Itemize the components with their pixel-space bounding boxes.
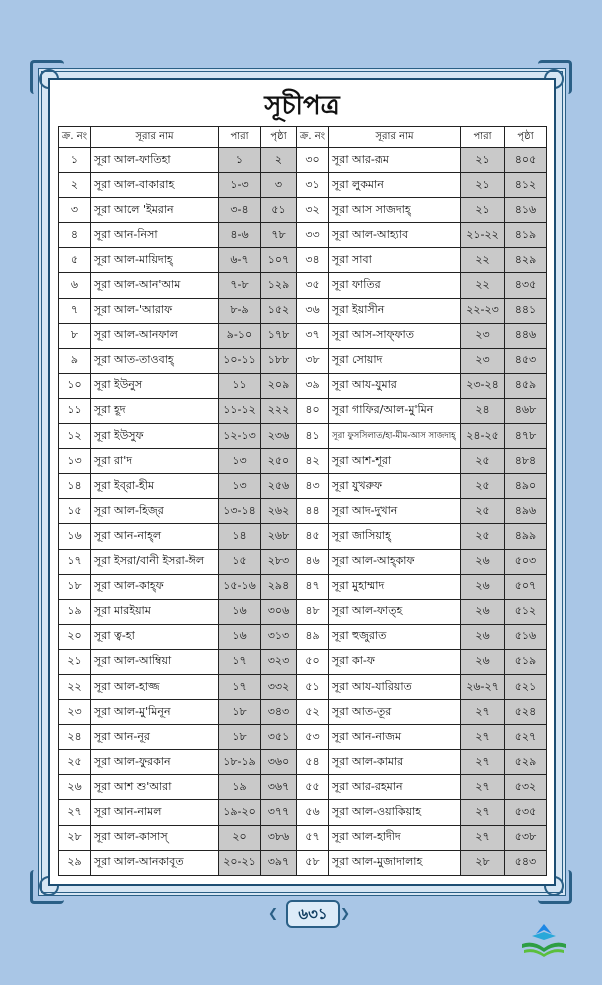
- page-cell: ৩৫১: [261, 725, 297, 750]
- surah-name-cell: সূরা লুকমান: [329, 173, 461, 198]
- serial-cell: ১৭: [59, 549, 91, 574]
- surah-name-cell: সূরা আস-সাফ্ফাত: [329, 323, 461, 348]
- page-cell: ২২২: [261, 398, 297, 423]
- para-cell: ১৩: [219, 474, 261, 499]
- para-cell: ২৬-২৭: [461, 674, 505, 699]
- table-row: [59, 800, 547, 825]
- page-cell: ৫৩২: [505, 775, 547, 800]
- surah-name-cell: সূরা আল-ফাতিহা: [91, 148, 219, 173]
- surah-name-cell: সূরা আশ-শূরা: [329, 449, 461, 474]
- serial-cell: ২০: [59, 624, 91, 649]
- para-cell: ১১-১২: [219, 398, 261, 423]
- surah-name-cell: সূরা আলে 'ইমরান: [91, 198, 219, 223]
- serial-cell: ৪৫: [297, 524, 329, 549]
- table-row: [59, 273, 547, 298]
- para-cell: ২৫: [461, 449, 505, 474]
- surah-name-cell: সূরা আল-ফাত্‌হ: [329, 599, 461, 624]
- para-cell: ১৬: [219, 624, 261, 649]
- contents-table: [58, 126, 547, 876]
- serial-cell: ৪৬: [297, 549, 329, 574]
- page-cell: ৫০৭: [505, 574, 547, 599]
- surah-name-cell: সূরা আন-নূর: [91, 725, 219, 750]
- page-cell: ৫৩৫: [505, 800, 547, 825]
- page-cell: ৭৮: [261, 223, 297, 248]
- page-cell: ৫২১: [505, 674, 547, 699]
- serial-cell: ৯: [59, 348, 91, 373]
- page-cell: ৫৪৩: [505, 850, 547, 875]
- surah-name-cell: সূরা আল-আনফাল: [91, 323, 219, 348]
- para-cell: ২১: [461, 148, 505, 173]
- serial-cell: ৩৮: [297, 348, 329, 373]
- page-cell: ৪২৯: [505, 248, 547, 273]
- page-cell: ৪৬৮: [505, 398, 547, 423]
- surah-name-cell: সূরা আল-ফুরকান: [91, 750, 219, 775]
- serial-cell: ৮: [59, 323, 91, 348]
- para-cell: ১৮: [219, 725, 261, 750]
- page-cell: ১৮৮: [261, 348, 297, 373]
- book-logo-icon: [518, 920, 570, 964]
- table-row: [59, 825, 547, 850]
- header-para: পারা: [461, 127, 505, 148]
- para-cell: ২৪: [461, 398, 505, 423]
- surah-name-cell: সূরা আল-কাসাস্: [91, 825, 219, 850]
- page-cell: ৩২৩: [261, 649, 297, 674]
- serial-cell: ১৫: [59, 499, 91, 524]
- page-cell: ৩৬০: [261, 750, 297, 775]
- surah-name-cell: সূরা কা-ফ: [329, 649, 461, 674]
- para-cell: ১৫: [219, 549, 261, 574]
- serial-cell: ৫৭: [297, 825, 329, 850]
- para-cell: ১০-১১: [219, 348, 261, 373]
- surah-name-cell: সূরা আর-রহমান: [329, 775, 461, 800]
- para-cell: ১৬: [219, 599, 261, 624]
- table-row: [59, 549, 547, 574]
- serial-cell: ২৩: [59, 700, 91, 725]
- page-cell: ৪৩৫: [505, 273, 547, 298]
- table-row: [59, 323, 547, 348]
- ornament-left-icon: ❮: [268, 906, 279, 920]
- surah-name-cell: সূরা আল-মুজাদালাহ: [329, 850, 461, 875]
- page-cell: ৪৮৪: [505, 449, 547, 474]
- surah-name-cell: সূরা আল-বাকারাহ: [91, 173, 219, 198]
- surah-name-cell: সূরা আল-আন'আম: [91, 273, 219, 298]
- para-cell: ২৬: [461, 549, 505, 574]
- page-cell: ২: [261, 148, 297, 173]
- serial-cell: ৫২: [297, 700, 329, 725]
- para-cell: ১: [219, 148, 261, 173]
- serial-cell: ৪৩: [297, 474, 329, 499]
- para-cell: ৭-৮: [219, 273, 261, 298]
- surah-name-cell: সূরা গাফির/আল-মু'মিন: [329, 398, 461, 423]
- para-cell: ৪-৬: [219, 223, 261, 248]
- surah-name-cell: সূরা আল-হাজ্জ: [91, 674, 219, 699]
- table-row: [59, 173, 547, 198]
- surah-name-cell: সূরা হুজুরাত: [329, 624, 461, 649]
- page-cell: ৩৯৭: [261, 850, 297, 875]
- serial-cell: ৩: [59, 198, 91, 223]
- page-cell: ৩৮৬: [261, 825, 297, 850]
- table-row: [59, 499, 547, 524]
- para-cell: ২১: [461, 198, 505, 223]
- table-row: [59, 624, 547, 649]
- para-cell: ২৩: [461, 348, 505, 373]
- table-row: [59, 474, 547, 499]
- page-cell: ২৯৪: [261, 574, 297, 599]
- para-cell: ২৬: [461, 624, 505, 649]
- table-row: [59, 398, 547, 423]
- page-cell: ২৮৩: [261, 549, 297, 574]
- para-cell: ২৭: [461, 775, 505, 800]
- table-row: [59, 198, 547, 223]
- para-cell: ২২: [461, 248, 505, 273]
- serial-cell: ২৮: [59, 825, 91, 850]
- surah-name-cell: সূরা ফুসসিলাত/হা-মীম-আস সাজদাহ্: [329, 424, 461, 449]
- para-cell: ২৫: [461, 499, 505, 524]
- para-cell: ৮-৯: [219, 298, 261, 323]
- para-cell: ২৩: [461, 323, 505, 348]
- serial-cell: ৪৯: [297, 624, 329, 649]
- page-cell: ৪৪৬: [505, 323, 547, 348]
- header-page: পৃষ্ঠা: [261, 127, 297, 148]
- serial-cell: ১১: [59, 398, 91, 423]
- table-row: [59, 424, 547, 449]
- serial-cell: ৩৪: [297, 248, 329, 273]
- para-cell: ২৭: [461, 750, 505, 775]
- serial-cell: ৪৭: [297, 574, 329, 599]
- surah-name-cell: সূরা আত-তাওবাহ্: [91, 348, 219, 373]
- para-cell: ১৯-২০: [219, 800, 261, 825]
- serial-cell: ৫৩: [297, 725, 329, 750]
- para-cell: ১-৩: [219, 173, 261, 198]
- page-cell: ৩৬৭: [261, 775, 297, 800]
- surah-name-cell: সূরা যুখরুফ: [329, 474, 461, 499]
- para-cell: ১৯: [219, 775, 261, 800]
- surah-name-cell: সূরা আর-রূম: [329, 148, 461, 173]
- page-cell: ৪১৬: [505, 198, 547, 223]
- surah-name-cell: সূরা আল-কাহ্‌ফ: [91, 574, 219, 599]
- serial-cell: ৩২: [297, 198, 329, 223]
- para-cell: ১৫-১৬: [219, 574, 261, 599]
- page-cell: ৪৪১: [505, 298, 547, 323]
- surah-name-cell: সূরা আল-ওয়াকিয়াহ: [329, 800, 461, 825]
- serial-cell: ৩১: [297, 173, 329, 198]
- surah-name-cell: সূরা ফাতির: [329, 273, 461, 298]
- table-row: [59, 373, 547, 398]
- serial-cell: ২৫: [59, 750, 91, 775]
- para-cell: ২৬: [461, 649, 505, 674]
- para-cell: ১৩-১৪: [219, 499, 261, 524]
- serial-cell: ৩৫: [297, 273, 329, 298]
- page-cell: ৪৯৬: [505, 499, 547, 524]
- page-cell: ২৩৬: [261, 424, 297, 449]
- page-cell: ৩৭৭: [261, 800, 297, 825]
- serial-cell: ১২: [59, 424, 91, 449]
- surah-name-cell: সূরা মুহাম্মাদ: [329, 574, 461, 599]
- para-cell: ২২-২৩: [461, 298, 505, 323]
- serial-cell: ৭: [59, 298, 91, 323]
- header-serial: ক্র. নং: [59, 127, 91, 148]
- page-cell: ৪১৯: [505, 223, 547, 248]
- serial-cell: ৫০: [297, 649, 329, 674]
- surah-name-cell: সূরা আদ-দুখান: [329, 499, 461, 524]
- para-cell: ২৭: [461, 700, 505, 725]
- surah-name-cell: সূরা আল-আহ্‌কাফ: [329, 549, 461, 574]
- table-row: [59, 725, 547, 750]
- page-cell: ৫১৬: [505, 624, 547, 649]
- para-cell: ৬-৭: [219, 248, 261, 273]
- para-cell: ২২: [461, 273, 505, 298]
- serial-cell: ২৬: [59, 775, 91, 800]
- para-cell: ২৭: [461, 725, 505, 750]
- serial-cell: ৫৬: [297, 800, 329, 825]
- table-row: [59, 348, 547, 373]
- surah-name-cell: সূরা সাবা: [329, 248, 461, 273]
- serial-cell: ২১: [59, 649, 91, 674]
- serial-cell: ২২: [59, 674, 91, 699]
- page-cell: ৩৩২: [261, 674, 297, 699]
- para-cell: ২১-২২: [461, 223, 505, 248]
- serial-cell: ৪১: [297, 424, 329, 449]
- page-cell: ৪৫৩: [505, 348, 547, 373]
- serial-cell: ৪২: [297, 449, 329, 474]
- surah-name-cell: সূরা আন-নামল: [91, 800, 219, 825]
- header-para: পারা: [219, 127, 261, 148]
- table-row: [59, 750, 547, 775]
- surah-name-cell: সূরা সোয়াদ: [329, 348, 461, 373]
- para-cell: ২৩-২৪: [461, 373, 505, 398]
- surah-name-cell: সূরা আয-যুমার: [329, 373, 461, 398]
- table-header-row: [59, 127, 547, 148]
- surah-name-cell: সূরা ইসরা/বানী ইসরা-ঈল: [91, 549, 219, 574]
- page-cell: ১৫২: [261, 298, 297, 323]
- para-cell: ২৭: [461, 800, 505, 825]
- table-row: [59, 223, 547, 248]
- page-cell: ২৫৬: [261, 474, 297, 499]
- table-row: [59, 248, 547, 273]
- serial-cell: ৫৮: [297, 850, 329, 875]
- page-cell: ৪০৫: [505, 148, 547, 173]
- para-cell: ১৭: [219, 649, 261, 674]
- serial-cell: ৪৪: [297, 499, 329, 524]
- surah-name-cell: সূরা আল-আহ্যাব: [329, 223, 461, 248]
- header-serial: ক্র. নং: [297, 127, 329, 148]
- serial-cell: ২৭: [59, 800, 91, 825]
- serial-cell: ৬: [59, 273, 91, 298]
- para-cell: ২১: [461, 173, 505, 198]
- serial-cell: ২৪: [59, 725, 91, 750]
- page-cell: ৩০৬: [261, 599, 297, 624]
- table-row: [59, 449, 547, 474]
- para-cell: ২৬: [461, 599, 505, 624]
- serial-cell: ৩৬: [297, 298, 329, 323]
- para-cell: ১৭: [219, 674, 261, 699]
- serial-cell: ৪০: [297, 398, 329, 423]
- surah-name-cell: সূরা ইউনুস: [91, 373, 219, 398]
- surah-name-cell: সূরা রা'দ: [91, 449, 219, 474]
- para-cell: ১২-১৩: [219, 424, 261, 449]
- surah-name-cell: সূরা আল-মু'মিনূন: [91, 700, 219, 725]
- para-cell: ৯-১০: [219, 323, 261, 348]
- surah-name-cell: সূরা আন-নাহ্‌ল: [91, 524, 219, 549]
- page-cell: ১৭৮: [261, 323, 297, 348]
- page-cell: ৩: [261, 173, 297, 198]
- serial-cell: ৩৩: [297, 223, 329, 248]
- surah-name-cell: সূরা ইউসুফ: [91, 424, 219, 449]
- page-cell: ৫১৯: [505, 649, 547, 674]
- serial-cell: ২: [59, 173, 91, 198]
- para-cell: ২০-২১: [219, 850, 261, 875]
- page-cell: ৪৯০: [505, 474, 547, 499]
- surah-name-cell: সূরা ত্ব-হা: [91, 624, 219, 649]
- surah-name-cell: সূরা হূদ: [91, 398, 219, 423]
- surah-name-cell: সূরা আল-হিজ্‌র: [91, 499, 219, 524]
- surah-name-cell: সূরা আশ শু'আরা: [91, 775, 219, 800]
- serial-cell: ৪: [59, 223, 91, 248]
- table-row: [59, 599, 547, 624]
- serial-cell: ২৯: [59, 850, 91, 875]
- surah-name-cell: সূরা আল-হাদীদ: [329, 825, 461, 850]
- surah-name-cell: সূরা জাসিয়াহ্: [329, 524, 461, 549]
- serial-cell: ১৩: [59, 449, 91, 474]
- table-row: [59, 524, 547, 549]
- page-cell: ৪৯৯: [505, 524, 547, 549]
- table-row: [59, 298, 547, 323]
- table-row: [59, 850, 547, 875]
- serial-cell: ৩৭: [297, 323, 329, 348]
- page-cell: ২৬২: [261, 499, 297, 524]
- page-cell: ৫০৩: [505, 549, 547, 574]
- para-cell: ৩-৪: [219, 198, 261, 223]
- serial-cell: ১৪: [59, 474, 91, 499]
- para-cell: ১৮: [219, 700, 261, 725]
- surah-name-cell: সূরা আত-তূর: [329, 700, 461, 725]
- para-cell: ২০: [219, 825, 261, 850]
- para-cell: ১৩: [219, 449, 261, 474]
- surah-name-cell: সূরা আল-আনকাবূত: [91, 850, 219, 875]
- para-cell: ১৮-১৯: [219, 750, 261, 775]
- para-cell: ২৫: [461, 474, 505, 499]
- serial-cell: ৩০: [297, 148, 329, 173]
- para-cell: ২৮: [461, 850, 505, 875]
- page-number: ৬৩১: [286, 900, 340, 928]
- page-cell: ৪৫৯: [505, 373, 547, 398]
- page-cell: ৫২৭: [505, 725, 547, 750]
- page-cell: ৪৭৮: [505, 424, 547, 449]
- page-cell: ৩১৩: [261, 624, 297, 649]
- para-cell: ২৫: [461, 524, 505, 549]
- surah-name-cell: সূরা আন-নাজম: [329, 725, 461, 750]
- para-cell: ১৪: [219, 524, 261, 549]
- surah-name-cell: সূরা ইব্‌রা-হীম: [91, 474, 219, 499]
- serial-cell: ৫: [59, 248, 91, 273]
- para-cell: ২৪-২৫: [461, 424, 505, 449]
- surah-name-cell: সূরা আল-আম্বিয়া: [91, 649, 219, 674]
- table-row: [59, 148, 547, 173]
- para-cell: ১১: [219, 373, 261, 398]
- serial-cell: ৫৪: [297, 750, 329, 775]
- table-row: [59, 649, 547, 674]
- table-row: [59, 674, 547, 699]
- serial-cell: ৩৯: [297, 373, 329, 398]
- serial-cell: ১৯: [59, 599, 91, 624]
- serial-cell: ৫১: [297, 674, 329, 699]
- surah-name-cell: সূরা ইয়াসীন: [329, 298, 461, 323]
- page-cell: ৩৪৩: [261, 700, 297, 725]
- surah-name-cell: সূরা আল-কামার: [329, 750, 461, 775]
- serial-cell: ১৬: [59, 524, 91, 549]
- para-cell: ২৬: [461, 574, 505, 599]
- page-cell: ৫৩৮: [505, 825, 547, 850]
- table-row: [59, 700, 547, 725]
- page-cell: ১০৭: [261, 248, 297, 273]
- surah-name-cell: সূরা আয-যারিয়াত: [329, 674, 461, 699]
- surah-name-cell: সূরা আস সাজদাহ্: [329, 198, 461, 223]
- page-cell: ৫১: [261, 198, 297, 223]
- table-row: [59, 574, 547, 599]
- serial-cell: ১৮: [59, 574, 91, 599]
- page-cell: ৫২৯: [505, 750, 547, 775]
- surah-name-cell: সূরা আল-'আরাফ: [91, 298, 219, 323]
- para-cell: ২৭: [461, 825, 505, 850]
- surah-name-cell: সূরা আন-নিসা: [91, 223, 219, 248]
- serial-cell: ৪৮: [297, 599, 329, 624]
- header-surah-name: সূরার নাম: [329, 127, 461, 148]
- header-page: পৃষ্ঠা: [505, 127, 547, 148]
- serial-cell: ১০: [59, 373, 91, 398]
- serial-cell: ১: [59, 148, 91, 173]
- surah-name-cell: সূরা মারইয়াম: [91, 599, 219, 624]
- page-cell: ৪১২: [505, 173, 547, 198]
- page-cell: ৫১২: [505, 599, 547, 624]
- page-cell: ২৬৮: [261, 524, 297, 549]
- page-title: সূচীপত্র: [264, 91, 340, 121]
- header-surah-name: সূরার নাম: [91, 127, 219, 148]
- page-cell: ২০৯: [261, 373, 297, 398]
- page-cell: ২৫০: [261, 449, 297, 474]
- page-cell: ৫২৪: [505, 700, 547, 725]
- serial-cell: ৫৫: [297, 775, 329, 800]
- ornament-right-icon: ❯: [340, 906, 351, 920]
- surah-name-cell: সূরা আল-মায়িদাহ্: [91, 248, 219, 273]
- table-row: [59, 775, 547, 800]
- page-cell: ১২৯: [261, 273, 297, 298]
